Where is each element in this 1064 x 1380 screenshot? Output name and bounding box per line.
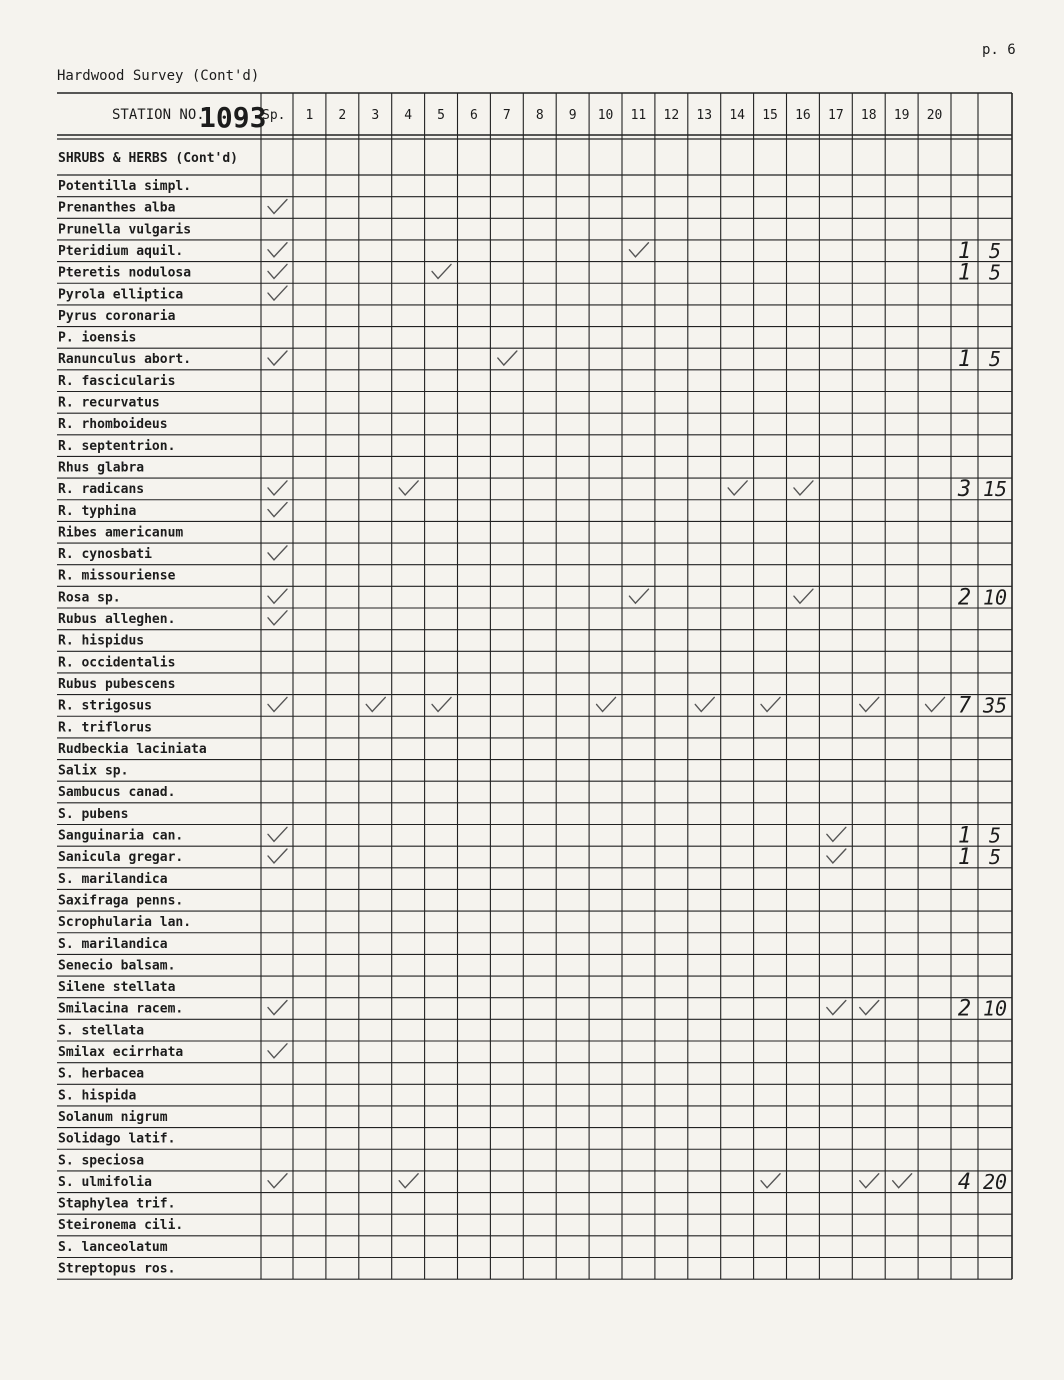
species-name: R. recurvatus bbox=[58, 395, 160, 411]
check-mark bbox=[432, 697, 451, 711]
check-mark bbox=[268, 546, 287, 560]
check-mark bbox=[794, 481, 813, 495]
frequency-total: 5 bbox=[988, 238, 1002, 263]
species-name: Sambucus canad. bbox=[58, 785, 176, 801]
check-mark bbox=[268, 697, 287, 711]
check-mark bbox=[695, 697, 714, 711]
station-count: 2 bbox=[957, 996, 972, 1022]
species-name: S. speciosa bbox=[58, 1153, 145, 1169]
column-header: 14 bbox=[729, 108, 745, 123]
check-mark bbox=[268, 243, 287, 257]
column-header: 5 bbox=[437, 108, 445, 123]
species-name: S. hispida bbox=[58, 1088, 137, 1104]
species-name: R. missouriense bbox=[58, 568, 176, 584]
column-header: 3 bbox=[371, 108, 380, 123]
sp-column-header: Sp. bbox=[262, 108, 286, 123]
species-name: Rubus pubescens bbox=[58, 676, 176, 692]
species-name: Potentilla simpl. bbox=[58, 179, 192, 194]
column-header: 11 bbox=[630, 108, 647, 123]
species-name: R. septentrion. bbox=[58, 438, 176, 454]
species-name: Sanicula gregar. bbox=[58, 850, 184, 866]
station-count: 1 bbox=[957, 347, 972, 373]
station-count: 3 bbox=[957, 477, 972, 503]
frequency-total: 5 bbox=[988, 347, 1002, 372]
check-mark bbox=[827, 849, 846, 863]
column-header: 12 bbox=[663, 108, 680, 123]
check-mark bbox=[268, 589, 287, 603]
frequency-total: 10 bbox=[982, 996, 1008, 1021]
check-mark bbox=[827, 827, 846, 841]
species-name: R. fascicularis bbox=[58, 373, 176, 389]
column-header: 20 bbox=[926, 108, 943, 123]
frequency-total: 15 bbox=[982, 477, 1008, 502]
check-mark bbox=[498, 351, 517, 365]
column-header: 13 bbox=[696, 108, 713, 123]
column-header: 18 bbox=[860, 108, 877, 123]
species-name: Pteretis nodulosa bbox=[58, 265, 192, 281]
check-mark bbox=[268, 1174, 287, 1188]
species-name: Rubus alleghen. bbox=[58, 612, 176, 627]
frequency-total: 10 bbox=[982, 585, 1008, 610]
column-header: 16 bbox=[795, 108, 811, 123]
species-name: Streptopus ros. bbox=[58, 1261, 176, 1277]
station-count: 2 bbox=[957, 585, 972, 611]
column-header: 17 bbox=[828, 108, 844, 123]
frequency-total: 20 bbox=[982, 1169, 1008, 1194]
species-name: Smilacina racem. bbox=[58, 1001, 184, 1017]
station-count: 1 bbox=[957, 238, 972, 264]
species-name: S. pubens bbox=[58, 806, 129, 822]
species-name: S. ulmifolia bbox=[58, 1174, 152, 1190]
check-mark bbox=[268, 481, 287, 495]
species-name: S. marilandica bbox=[58, 936, 168, 952]
species-name: Ranunculus abort. bbox=[58, 352, 192, 368]
check-mark bbox=[432, 264, 451, 278]
species-name: S. marilandica bbox=[58, 871, 168, 887]
species-name: R. typhina bbox=[58, 503, 137, 519]
check-mark bbox=[893, 1174, 912, 1188]
species-name: Steironema cili. bbox=[58, 1218, 184, 1234]
species-name: Pteridium aquil. bbox=[58, 243, 184, 259]
species-name: Staphylea trif. bbox=[58, 1196, 176, 1212]
species-name: R. strigosus bbox=[58, 698, 152, 714]
species-name: Rosa sp. bbox=[58, 590, 121, 606]
column-header: 6 bbox=[470, 108, 478, 123]
species-name: Smilax ecirrhata bbox=[58, 1045, 184, 1060]
page-number: p. 6 bbox=[982, 42, 1016, 58]
check-mark bbox=[728, 481, 747, 495]
species-name: S. stellata bbox=[58, 1023, 145, 1039]
species-name: S. herbacea bbox=[58, 1066, 145, 1082]
survey-title: Hardwood Survey (Cont'd) bbox=[57, 68, 260, 84]
species-name: Rhus glabra bbox=[58, 460, 145, 476]
check-mark bbox=[860, 697, 879, 711]
check-mark bbox=[761, 1174, 780, 1188]
station-label: STATION NO. bbox=[112, 107, 205, 123]
check-mark bbox=[860, 1174, 879, 1188]
check-mark bbox=[268, 1001, 287, 1015]
species-name: Solanum nigrum bbox=[58, 1109, 168, 1125]
station-number: 1093 bbox=[199, 101, 267, 134]
species-name: Ribes americanum bbox=[58, 525, 184, 541]
station-count: 4 bbox=[957, 1169, 972, 1195]
species-name: R. radicans bbox=[58, 482, 145, 498]
species-name: Scrophularia lan. bbox=[58, 915, 192, 931]
species-name: P. ioensis bbox=[58, 330, 137, 346]
check-mark bbox=[399, 481, 418, 495]
species-name: Pyrola elliptica bbox=[58, 287, 184, 303]
species-name: S. lanceolatum bbox=[58, 1239, 168, 1255]
species-name: Silene stellata bbox=[58, 980, 176, 996]
frequency-total: 5 bbox=[988, 845, 1002, 870]
check-mark bbox=[268, 827, 287, 841]
section-title: SHRUBS & HERBS (Cont'd) bbox=[58, 151, 239, 166]
check-mark bbox=[268, 849, 287, 863]
species-name: R. triflorus bbox=[58, 720, 152, 736]
station-count: 1 bbox=[957, 260, 972, 286]
species-name: Pyrus coronaria bbox=[58, 308, 176, 324]
species-name: Rudbeckia laciniata bbox=[58, 741, 207, 757]
column-header: 9 bbox=[568, 108, 577, 123]
check-mark bbox=[268, 503, 287, 517]
species-name: Solidago latif. bbox=[58, 1131, 176, 1147]
column-header: 15 bbox=[762, 108, 778, 123]
species-name: Salix sp. bbox=[58, 763, 129, 779]
column-header: 8 bbox=[535, 108, 544, 123]
station-count: 7 bbox=[957, 693, 972, 719]
column-header: 10 bbox=[597, 108, 614, 123]
column-header: 19 bbox=[893, 108, 910, 123]
check-mark bbox=[629, 589, 648, 603]
check-mark bbox=[268, 199, 287, 213]
frequency-total: 5 bbox=[988, 823, 1002, 848]
species-name: Senecio balsam. bbox=[58, 958, 176, 974]
check-mark bbox=[268, 351, 287, 365]
station-count: 1 bbox=[957, 845, 972, 871]
species-name: R. rhomboideus bbox=[58, 417, 168, 433]
check-mark bbox=[268, 286, 287, 300]
check-mark bbox=[761, 697, 780, 711]
check-mark bbox=[860, 1001, 879, 1015]
check-mark bbox=[366, 697, 385, 711]
species-name: Prunella vulgaris bbox=[58, 222, 192, 238]
frequency-total: 5 bbox=[988, 260, 1002, 285]
check-mark bbox=[399, 1174, 418, 1188]
species-name: R. hispidus bbox=[58, 633, 145, 649]
species-name: R. cynosbati bbox=[58, 547, 152, 563]
check-mark bbox=[597, 697, 616, 711]
species-name: R. occidentalis bbox=[58, 655, 176, 671]
check-mark bbox=[629, 243, 648, 257]
check-mark bbox=[794, 589, 813, 603]
station-count: 1 bbox=[957, 823, 972, 849]
species-name: Prenanthes alba bbox=[58, 200, 176, 216]
species-name: Sanguinaria can. bbox=[58, 828, 184, 844]
check-mark bbox=[268, 611, 287, 625]
check-mark bbox=[926, 697, 945, 711]
check-mark bbox=[268, 1044, 287, 1058]
frequency-total: 35 bbox=[982, 693, 1008, 718]
column-header: 4 bbox=[404, 108, 413, 123]
species-name: Saxifraga penns. bbox=[58, 893, 184, 909]
column-header: 1 bbox=[305, 108, 314, 123]
column-header: 2 bbox=[338, 108, 347, 123]
check-mark bbox=[268, 264, 287, 278]
check-mark bbox=[827, 1001, 846, 1015]
column-header: 7 bbox=[502, 108, 511, 123]
